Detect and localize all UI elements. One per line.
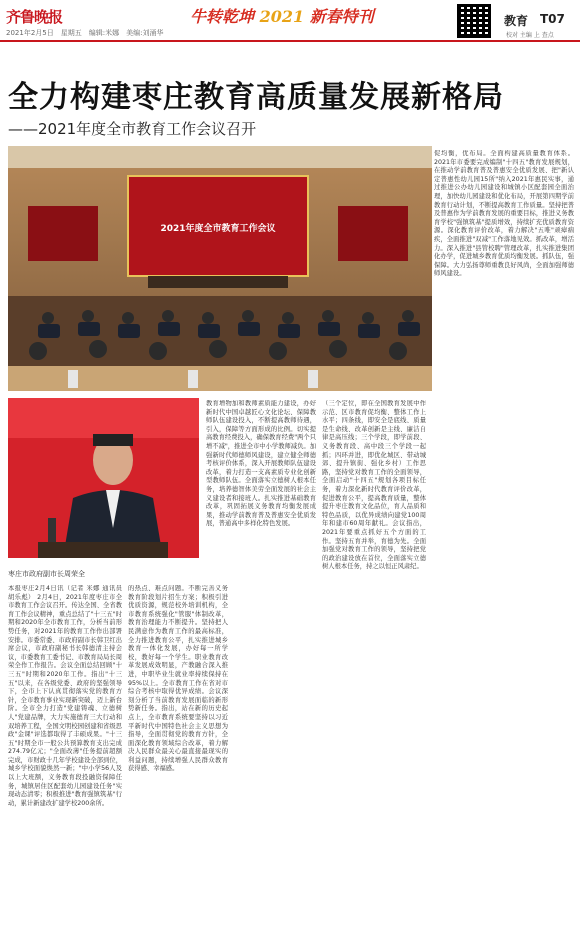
banner-text-b: 新春特刊: [309, 7, 374, 26]
body-column-2: 的热点、难点问题。不断完善义务教育阶段划片招生方案；积极引进优质资源，规范校外培训机构，全市教育系统强化"管服"体制改革，教育治理能力不断提升。坚持把人民满意作为教育工作的最高标准，全力推进教育公平，扎实推进城乡教育一体化发展，办好每一所学校，教好每一个学生。职业教育改革发展成效明显，产教融合深入推进，中职毕业生就业率持续保持在95%以上。全市教育工作在省对市综合考核中取得优异成绩。会议深刻分析了当前教育发展面临的新形势新任务。指出，站在新的历史起点上，全市教育系统要坚持以习近平新时代中国特色社会主义思想为指导，全面贯彻党的教育方针，全面深化教育领域综合改革，着力解决人民群众最关心最直接最现实的利益问题，持续增强人民群众教育获得感、幸福感。: [128, 585, 228, 773]
page-number: T07: [540, 12, 565, 26]
subheadline: ——2021年度全市教育工作会议召开: [8, 120, 257, 138]
festival-banner: [190, 4, 374, 27]
banner-text-a: 牛转乾坤: [190, 7, 255, 26]
masthead-divider: [0, 40, 580, 42]
date-line: 2021年2月5日 星期五 编辑:米娜 美编:刘涌华: [6, 29, 164, 37]
photo-caption: 枣庄市政府副市长周荣全: [8, 570, 85, 578]
body-column-3: 教育增物加和教师素质能力建设，办好新时代中国卓越匠心文化论坛、保障教师队伍建设投入，不断提高教师待遇，引入，保障等方面形成的比例。切实提高教育经费投入，确保教育经费"两个只增不减"，推进全市中小学教师减负。加强新时代师德师风建设，建立健全师德考核评价体系，深入开展教师队伍建设改革，着力打造一支高素质专业化创新型教师队伍。全面落实立德树人根本任务，培养德智体美劳全面发展的社会主义建设者和接班人。扎实推进基础教育改革，巩固拓展义务教育均衡发展成果，推动学前教育普及普惠安全优质发展，普通高中多样化特色发展。: [206, 400, 316, 528]
headline: 全力构建枣庄教育高质量发展新格局: [8, 80, 504, 115]
body-column-1: 本报枣庄2月4日讯（记者 米娜 通讯员 胡乐彪） 2月4日，2021年度枣庄市全市教育工作会议召开。传达全国、全省教育工作会议精神，重点总结了"十三五"时期和2020年全市教育工作，分析当前形势任务，对2021年的教育工作作出部署安排。市委常委、市政府副市长韩卫红出席会议，市政府副秘书长韩德清主持会议，市委教育工委书记、市教育局局长周荣全作工作报告。会议全面总结回顾"十三五"时期和2020年工作。指出"十三五"以来，在各级党委、政府的坚强领导下，全市上下认真贯彻落实党的教育方针，全市教育事业实现新突破，迈上新台阶。全市全力打造"党建铸魂、立德树人"党建品牌，大力实施德育三大行动和双培养工程，全国文明校园创建和省级思政"金课"评选都取得了丰硕成果。"十三五"时期全市一般公共预算教育支出完成274.79亿元；"全面改薄"任务提前超额完成，市财政十几年学校建设全部到位，城乡学校面貌焕然一新；"中小学56人及以上大班额，义务教育段投融资保障任务，城镇居住区配套幼儿园建设任务"实现动态清零；积极推进"教育强镇筑基"行动，累计新建改扩建学校200余所。: [8, 585, 122, 807]
section-name: 教育: [504, 14, 529, 28]
banner-year: 2021: [259, 7, 305, 26]
conference-photo: [8, 146, 432, 391]
editor-credits: 校对 主编 上 查点: [506, 32, 554, 39]
body-column-4: （三个定位，即在全国教育发展中作示范、区市教育促均衡、整体工作上水平；四条线，即安全是底线、质量是生命线、改革创新是主线、廉洁自律是高压线；三个学段，即学前段、义务教育段、高中段三个学段一起抓；四环并进，即优化城区、带动城郊、提升镇街、强化乡村）工作思路，坚持党对教育工作的全面领导，全面启动"十四五"规划各项目标任务，着力深化新时代教育评价改革，促进教育公平，提高教育质量，整体提升枣庄教育文化品位，育人品质和特色品质，以优异成绩向建党100周年和建市60周年献礼。会议指出，2021年要重点抓好五个方面的工作。坚持五育并举，育德为先。全面加强党对教育工作的领导，坚持把党的政治建设放在首位，全面落实立德树人根本任务，持之以恒正风肃纪。: [322, 400, 426, 571]
newspaper-logo: 齐鲁晚报: [6, 8, 63, 26]
screen-title: 2021年度全市教育工作会议: [160, 224, 276, 234]
qr-code-icon[interactable]: [457, 4, 491, 38]
masthead: [0, 0, 580, 40]
body-column-5: 促均衡，优布局。全面构建高质量教育体系。2021年市委要完成编制"十四五"教育发展规划，在推动学前教育普及普惠安全优质发展、把"新认定普惠性幼儿园15所"纳入2021年惠民实事，通过推进公办幼儿园建设和城镇小区配套园全面治理，加快幼儿园建设和优化布局，开展第四期学前教育行动计划，不断提高教育工作质量。坚持把普及普惠作为学前教育发展的重要目标，推进义务教育学校"强镇筑基"提质增效，持续扩充优质教育资源。深化教育评价改革，着力解决"五唯"顽瘴痼疾，全面推进"双减"工作落地见效。抓改革，增活力。深入推进"县管校聘"管理改革，扎实推进集团化办学，促进城乡教育优质均衡发展。抓队伍，强保障。大力弘扬尊师重教良好风尚，全面加强师德师风建设。: [434, 150, 574, 278]
speaker-photo: [8, 398, 199, 558]
